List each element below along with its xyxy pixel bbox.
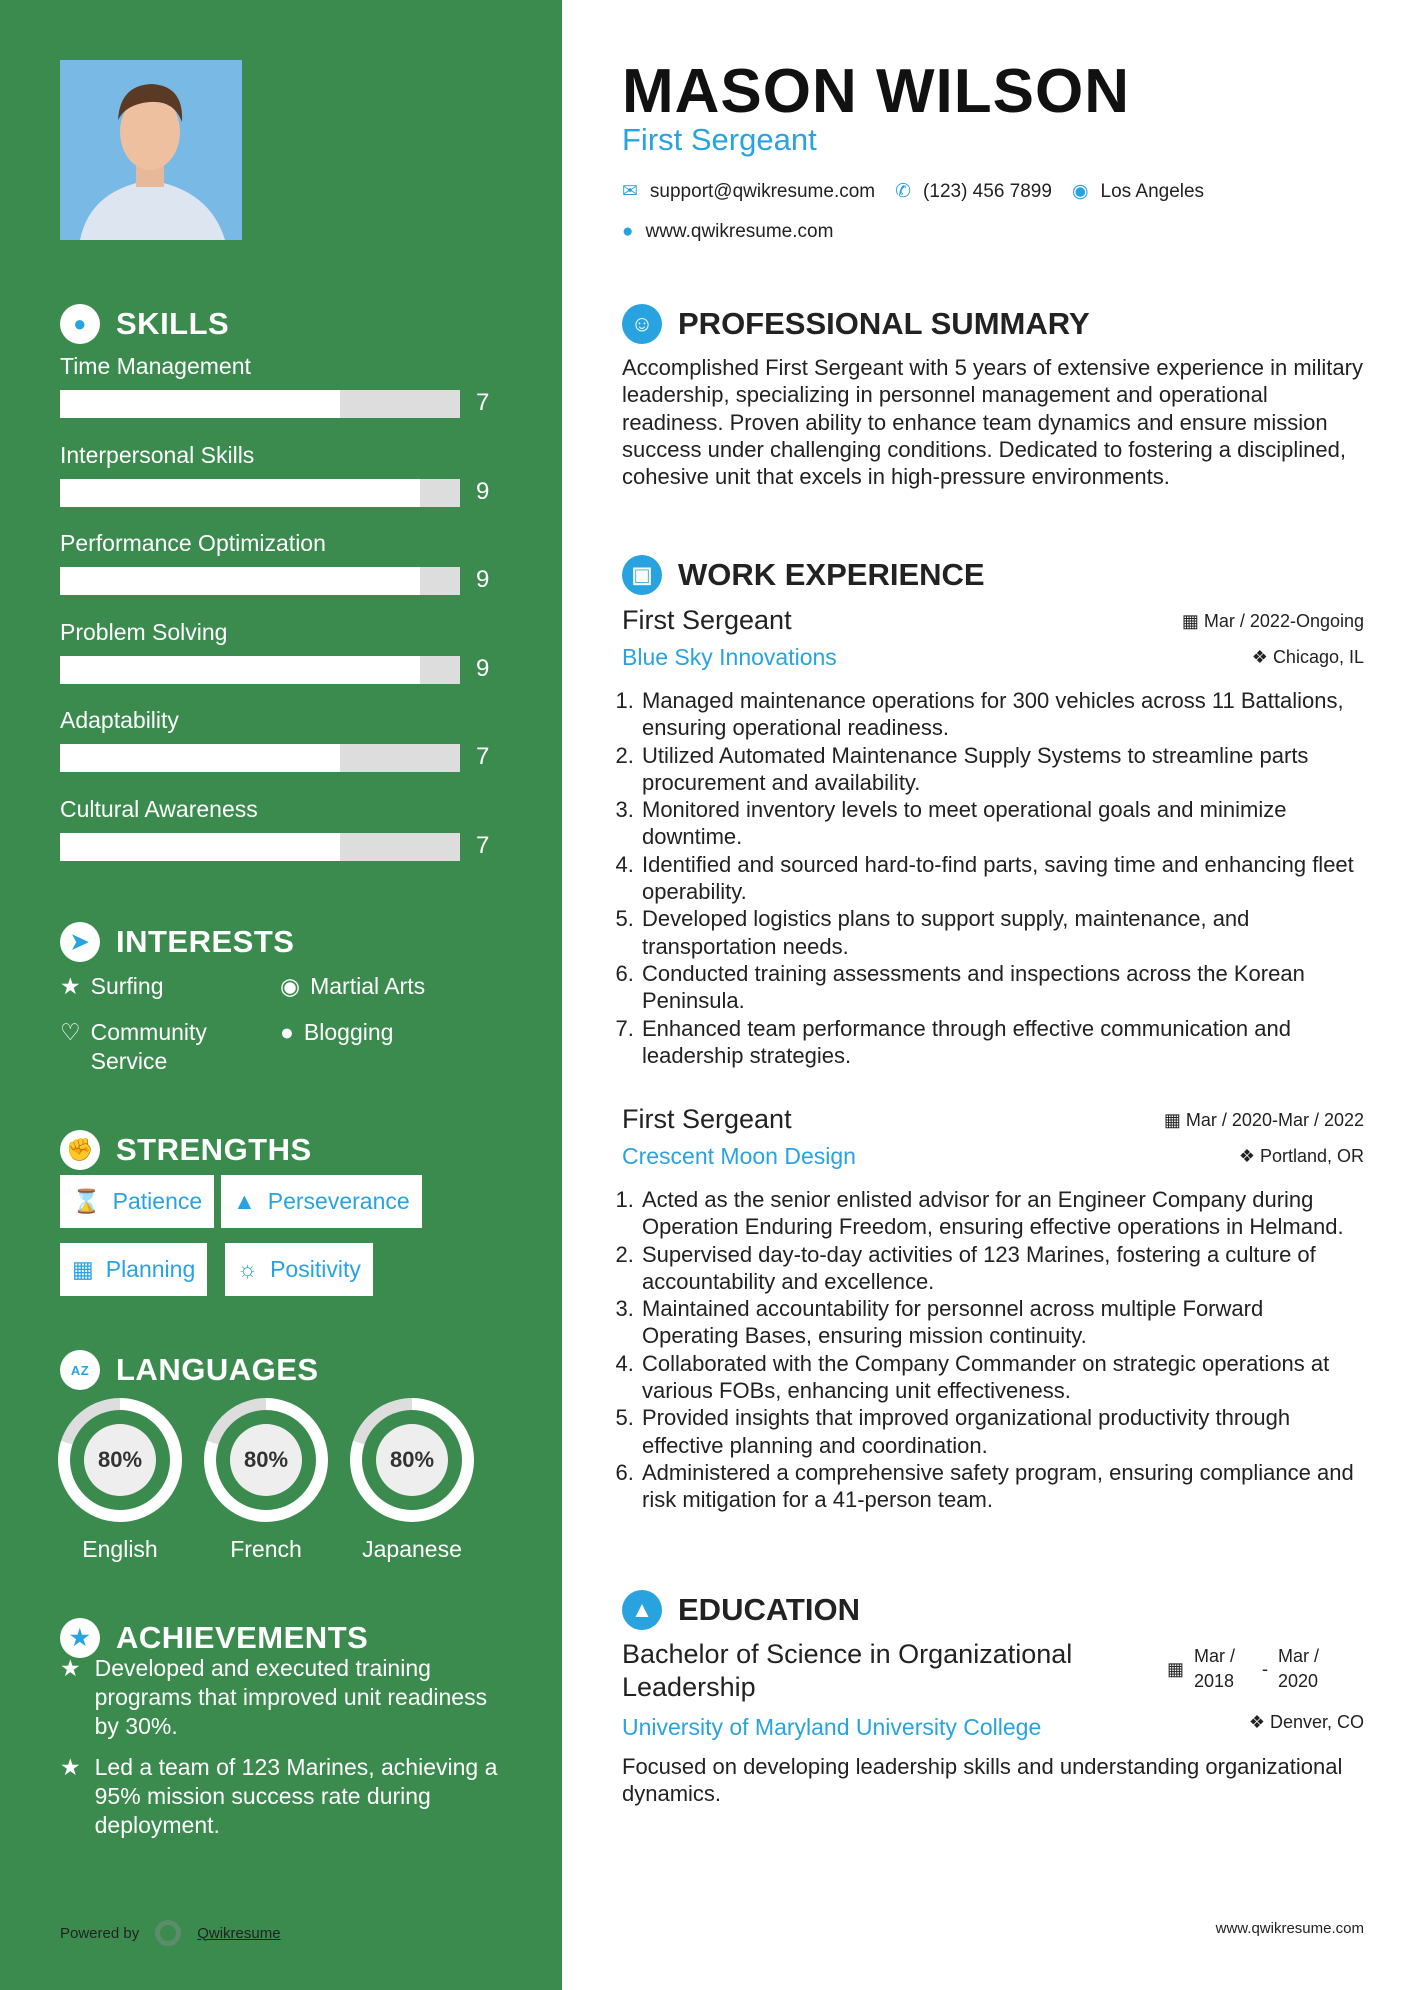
translate-icon: AZ xyxy=(60,1350,100,1390)
interest-item: ● Blogging xyxy=(280,1019,394,1045)
job-bullet: 7. Enhanced team performance through effective communication and leadership strategies. xyxy=(640,1015,1364,1070)
qwikresume-logo-icon xyxy=(155,1920,181,1946)
job-entry xyxy=(622,605,1364,1069)
paper-plane-icon: ➤ xyxy=(60,922,100,962)
calendar-icon: ▦ xyxy=(1166,1658,1184,1679)
hand-icon: ♡ xyxy=(60,1019,81,1045)
education-heading: ▲ EDUCATION xyxy=(622,1590,860,1630)
lightbulb-icon: ● xyxy=(60,304,100,344)
graduation-icon: ▲ xyxy=(622,1590,662,1630)
skill-bar xyxy=(60,479,460,507)
calendar-icon: ▦ xyxy=(72,1256,94,1282)
language-ring: 80% xyxy=(58,1398,182,1522)
pin-icon: ❖ xyxy=(1238,1146,1260,1166)
contact-row: ✉ support@qwikresume.com ✆ (123) 456 7899 ◉ Los Angeles xyxy=(622,180,1205,202)
strengths-heading: ✊ STRENGTHS xyxy=(60,1130,312,1170)
interests-heading: ➤ INTERESTS xyxy=(60,922,294,962)
skill-item xyxy=(60,618,520,682)
job-bullet: 3. Maintained accountability for personnel across multiple Forward Operating Bases, ensuring mission continuity. xyxy=(640,1295,1364,1350)
interest-item: ♡ Community Service xyxy=(60,1019,207,1074)
job-bullet: 2. Utilized Automated Maintenance Supply Systems to streamline parts procurement and availability. xyxy=(640,742,1364,797)
achievement-item: ★ Developed and executed training programs that improved unit readiness by 30%. xyxy=(60,1655,488,1739)
calendar-icon: ▦ xyxy=(1181,611,1204,631)
skill-item xyxy=(60,353,520,416)
interest-item: ◉ Martial Arts xyxy=(280,973,426,999)
language-ring: 80% xyxy=(350,1398,474,1522)
degree: Bachelor of Science in Organizational Leadership xyxy=(622,1639,1073,1702)
skill-bar xyxy=(60,833,460,861)
job-location: ❖ Portland, OR xyxy=(1238,1146,1364,1166)
job-bullet: 6. Conducted training assessments and inspections across the Korean Peninsula. xyxy=(640,960,1364,1015)
skill-value: 7 xyxy=(476,831,490,859)
sun-icon: ☼ xyxy=(237,1256,259,1282)
candidate-title: First Sergeant xyxy=(622,122,817,157)
job-bullet: 6. Administered a comprehensive safety program, ensuring compliance and risk mitigation for a 41-person team. xyxy=(640,1459,1364,1514)
briefcase-icon: ▣ xyxy=(622,555,662,595)
job-location: ❖ Chicago, IL xyxy=(1251,647,1364,667)
work-heading: ▣ WORK EXPERIENCE xyxy=(622,555,985,595)
skill-label: Cultural Awareness xyxy=(60,795,258,822)
job-bullet: 4. Identified and sourced hard-to-find parts, saving time and enhancing fleet operability. xyxy=(640,851,1364,906)
company-name: Crescent Moon Design xyxy=(622,1143,856,1169)
job-bullet: 3. Monitored inventory levels to meet operational goals and minimize downtime. xyxy=(640,796,1364,851)
star-icon: ★ xyxy=(60,973,81,999)
job-dates: ▦ Mar / 2022-Ongoing xyxy=(1181,611,1364,631)
company-name: Blue Sky Innovations xyxy=(622,644,837,670)
envelope-icon: ✉ xyxy=(622,181,638,202)
language-ring: 80% xyxy=(204,1398,328,1522)
skills-heading: ● SKILLS xyxy=(60,304,229,344)
star-badge-icon: ★ xyxy=(60,1618,100,1658)
job-bullets xyxy=(622,687,1364,1069)
education-location: ❖ Denver, CO xyxy=(1248,1712,1364,1732)
job-bullet: 1. Managed maintenance operations for 300 vehicles across 11 Battalions, ensuring operational readiness. xyxy=(640,687,1364,742)
skill-label: Interpersonal Skills xyxy=(60,441,255,468)
fist-icon: ✊ xyxy=(60,1130,100,1170)
skill-bar-fill xyxy=(60,833,340,861)
skill-label: Performance Optimization xyxy=(60,530,326,556)
interest-item: ★ Surfing xyxy=(60,973,164,999)
job-bullet: 4. Collaborated with the Company Commander on strategic operations at various FOBs, enhancing unit effectiveness. xyxy=(640,1350,1364,1405)
website-row xyxy=(622,221,833,243)
candidate-name: MASON WILSON xyxy=(622,57,1130,126)
school: University of Maryland University College xyxy=(622,1714,1042,1740)
skill-label: Adaptability xyxy=(60,707,179,733)
strength-tag: ▲ Perseverance xyxy=(221,1175,422,1228)
globe-icon: ◉ xyxy=(280,973,301,999)
job-title: First Sergeant xyxy=(622,605,792,635)
skill-bar-fill xyxy=(60,744,340,772)
language-name: French xyxy=(230,1536,302,1562)
hourglass-icon: ⌛ xyxy=(72,1188,101,1214)
job-bullets xyxy=(622,1186,1364,1514)
skill-bar xyxy=(60,744,460,772)
achievement-star-icon: ★ xyxy=(60,1655,81,1681)
skill-item xyxy=(60,530,520,593)
pin-icon: ❖ xyxy=(1251,647,1273,667)
job-entry xyxy=(622,1104,1364,1514)
strength-tag: ⌛ Patience xyxy=(60,1175,214,1228)
language-name: Japanese xyxy=(362,1536,462,1562)
skill-bar-fill xyxy=(60,479,420,507)
sidebar xyxy=(0,0,562,1990)
user-icon: ☺ xyxy=(622,304,662,344)
skill-bar xyxy=(60,567,460,595)
footer-website[interactable]: www.qwikresume.com xyxy=(1215,1920,1364,1937)
powered-by: Powered by Qwikresume xyxy=(60,1920,281,1946)
language-item xyxy=(204,1398,328,1563)
achievement-star-icon: ★ xyxy=(60,1754,81,1780)
job-title: First Sergeant xyxy=(622,1104,792,1134)
language-name: English xyxy=(82,1536,158,1562)
skill-bar-fill xyxy=(60,390,340,418)
globe-icon: ● xyxy=(622,221,634,242)
job-bullet: 1. Acted as the senior enlisted advisor for an Engineer Company during Operation Enduring Freedom, ensuring effective operations in Helmand. xyxy=(640,1186,1364,1241)
map-marker-icon: ◉ xyxy=(1071,181,1089,202)
achievement-item: ★ Led a team of 123 Marines, achieving a 95% mission success rate during deployment. xyxy=(60,1754,498,1838)
skill-value: 9 xyxy=(476,654,490,682)
skill-bar xyxy=(60,390,460,418)
language-item xyxy=(58,1398,182,1563)
skill-label: Time Management xyxy=(60,353,251,379)
email-link[interactable]: support@qwikresume.com xyxy=(649,180,876,202)
skill-bar-fill xyxy=(60,656,420,684)
skill-item xyxy=(60,795,520,859)
profile-photo xyxy=(60,60,242,240)
education-entry xyxy=(622,1638,1364,1808)
summary-heading: ☺ PROFESSIONAL SUMMARY xyxy=(622,304,1090,344)
skill-value: 9 xyxy=(476,566,490,593)
strength-tag: ▦ Planning xyxy=(60,1243,207,1296)
calendar-icon: ▦ xyxy=(1163,1110,1186,1130)
qwikresume-link[interactable]: Qwikresume xyxy=(197,1924,281,1942)
skill-label: Problem Solving xyxy=(60,618,228,645)
road-icon: ▲ xyxy=(233,1188,256,1214)
job-bullet: 2. Supervised day-to-day activities of 123 Marines, fostering a culture of accountability and excellence. xyxy=(640,1241,1364,1296)
job-bullet: 5. Provided insights that improved organizational productivity through effective planning and coordination. xyxy=(640,1404,1364,1459)
languages-heading: AZ LANGUAGES xyxy=(60,1350,319,1390)
skill-bar xyxy=(60,656,460,684)
skill-bar-fill xyxy=(60,567,420,595)
skill-value: 7 xyxy=(476,389,490,416)
phone-icon: ✆ xyxy=(895,181,912,202)
skill-item xyxy=(60,707,520,770)
website-link[interactable]: www.qwikresume.com xyxy=(645,221,834,242)
skill-item xyxy=(60,441,520,505)
job-bullet: 5. Developed logistics plans to support supply, maintenance, and transportation needs. xyxy=(640,905,1364,960)
education-dates: ▦ Mar / 2018 - Mar / 2020 xyxy=(1166,1646,1320,1691)
pin-icon: ❖ xyxy=(1248,1712,1270,1732)
job-dates: ▦ Mar / 2020-Mar / 2022 xyxy=(1163,1110,1364,1130)
education-description: Focused on developing leadership skills and understanding organizational dynamics. xyxy=(622,1754,1343,1807)
summary-text: Accomplished First Sergeant with 5 years of extensive experience in military leadership, specializing in personnel management and operational readiness. Proven ability to enhance team dynamics and ensure mission success under challenging conditions. Dedicated to fostering a disciplined, cohesive unit that excels in high-pressure environments. xyxy=(622,355,1363,490)
skill-value: 7 xyxy=(476,743,490,770)
users-icon: ● xyxy=(280,1019,294,1045)
strength-tag: ☼ Positivity xyxy=(225,1243,373,1296)
skill-value: 9 xyxy=(476,477,490,505)
achievements-heading: ★ ACHIEVEMENTS xyxy=(60,1618,368,1658)
language-item xyxy=(350,1398,474,1563)
